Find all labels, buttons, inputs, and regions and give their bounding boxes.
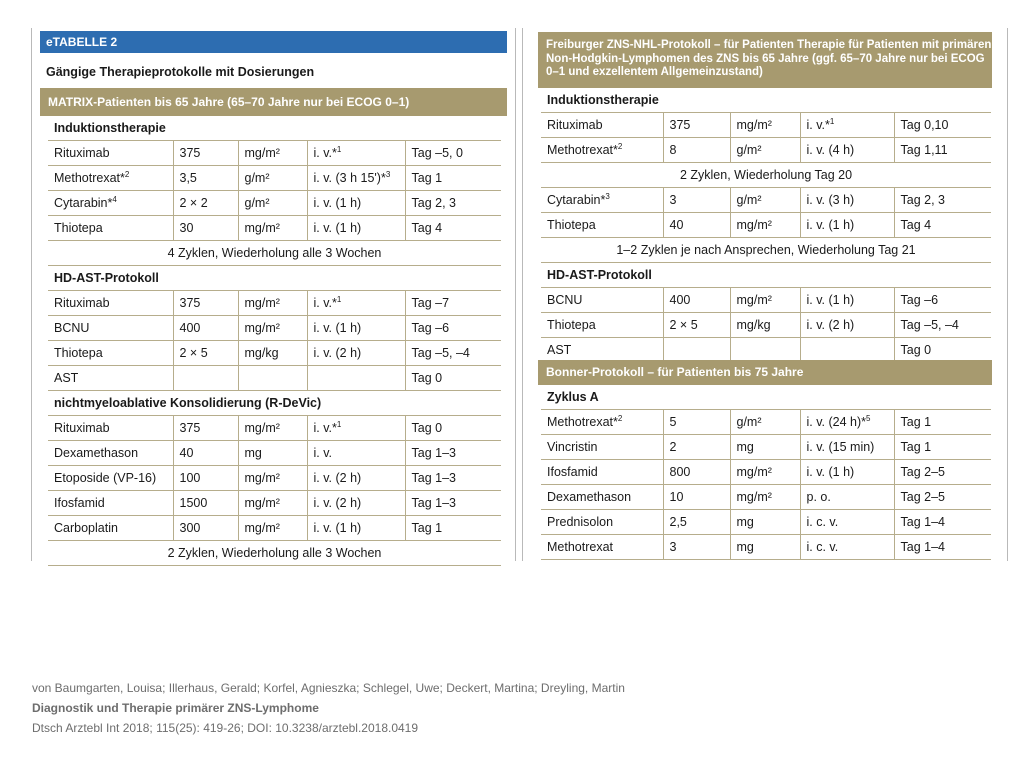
day-cell: Tag 1–3 <box>405 441 501 466</box>
unit-cell: mg/kg <box>730 313 800 338</box>
unit-cell: mg/m² <box>730 113 800 138</box>
route-text: i. v. (3 h) <box>806 193 855 207</box>
section-row <box>48 116 501 141</box>
route-text: i. v. (15 min) <box>806 440 875 454</box>
freiburger-table-body <box>541 88 991 363</box>
dose-cell <box>663 338 730 363</box>
day-cell: Tag –5, –4 <box>405 341 501 366</box>
drug-name: Carboplatin <box>54 521 118 535</box>
drug-name: Cytarabin* <box>547 193 606 208</box>
drug-name: Thiotepa <box>547 218 596 232</box>
unit-cell: g/m² <box>730 188 800 213</box>
route-text: i. v. (1 h) <box>806 465 855 479</box>
day-cell: Tag 0 <box>894 338 991 363</box>
day-cell: Tag –7 <box>405 291 501 316</box>
route-cell <box>800 213 894 238</box>
bonner-table <box>541 385 991 560</box>
drug-name: Rituximab <box>54 421 110 435</box>
dose-cell: 2 × 5 <box>663 313 730 338</box>
drug-cell <box>541 535 663 560</box>
drug-cell <box>48 191 173 216</box>
drug-name: Vincristin <box>547 440 598 454</box>
drug-cell <box>541 188 663 213</box>
route-text: i. v. (1 h) <box>313 196 362 210</box>
drug-cell <box>541 435 663 460</box>
day-cell: Tag 1–4 <box>894 535 991 560</box>
day-cell: Tag 1 <box>894 435 991 460</box>
day-cell: Tag –5, –4 <box>894 313 991 338</box>
footnote-marker: 4 <box>112 195 117 205</box>
route-text: i. c. v. <box>806 540 839 554</box>
dose-cell: 30 <box>173 216 238 241</box>
day-cell: Tag 1–3 <box>405 466 501 491</box>
note-row <box>48 241 501 266</box>
route-text: i. v.* <box>313 296 337 311</box>
drug-cell <box>48 166 173 191</box>
unit-cell: mg/m² <box>238 466 307 491</box>
citation-reference: Dtsch Arztebl Int 2018; 115(25): 419-26; DOI: 10.3238/arztebl.2018.0419 <box>32 721 419 735</box>
table-row <box>48 516 501 541</box>
table-row <box>541 460 991 485</box>
footnote-marker: 3 <box>385 170 391 180</box>
footnote-marker: 1 <box>829 117 835 127</box>
section-heading: Zyklus A <box>541 385 991 410</box>
unit-cell: g/m² <box>730 138 800 163</box>
unit-cell: mg/m² <box>730 288 800 313</box>
route-cell <box>307 316 405 341</box>
section-heading: Induktionstherapie <box>48 116 501 141</box>
table-row <box>541 435 991 460</box>
route-text: i. v. (2 h) <box>313 346 362 360</box>
route-cell <box>307 166 405 191</box>
day-cell: Tag 1,11 <box>894 138 991 163</box>
drug-cell <box>48 216 173 241</box>
unit-cell: mg/m² <box>730 485 800 510</box>
unit-cell: mg/m² <box>238 491 307 516</box>
drug-cell <box>48 441 173 466</box>
dose-cell: 375 <box>173 416 238 441</box>
route-text: i. v. (1 h) <box>806 218 855 232</box>
route-cell <box>800 485 894 510</box>
unit-cell: mg <box>730 435 800 460</box>
dose-cell: 3 <box>663 535 730 560</box>
day-cell: Tag 1 <box>405 516 501 541</box>
cycle-note: 2 Zyklen, Wiederholung Tag 20 <box>541 163 991 188</box>
route-cell <box>800 313 894 338</box>
dose-cell: 300 <box>173 516 238 541</box>
dose-cell: 2,5 <box>663 510 730 535</box>
unit-cell: mg/m² <box>238 141 307 166</box>
table-row <box>48 191 501 216</box>
table-row <box>541 510 991 535</box>
drug-name: Methotrexat* <box>547 143 618 158</box>
drug-cell <box>48 291 173 316</box>
drug-cell <box>48 516 173 541</box>
drug-cell <box>48 491 173 516</box>
freiburger-header-band: Freiburger ZNS-NHL-Protokoll – für Patienten Therapie für Patienten mit primären Non-Hodgkin-Lymphomen des ZNS bis 65 Jahre (ggf. 65–70 Jahre nur bei ECOG 0–1 und exzellentem Allgemeinzustand) <box>538 32 992 88</box>
drug-cell <box>48 141 173 166</box>
dose-cell: 1500 <box>173 491 238 516</box>
section-row <box>48 266 501 291</box>
route-cell <box>800 113 894 138</box>
table-row <box>48 416 501 441</box>
drug-cell <box>541 410 663 435</box>
table-row <box>541 213 991 238</box>
dose-cell: 10 <box>663 485 730 510</box>
cycle-note: 2 Zyklen, Wiederholung alle 3 Wochen <box>48 541 501 566</box>
section-heading: HD-AST-Protokoll <box>541 263 991 288</box>
unit-cell: mg/m² <box>238 316 307 341</box>
route-text: i. v. (1 h) <box>313 221 362 235</box>
day-cell: Tag –6 <box>894 288 991 313</box>
drug-cell <box>48 366 173 391</box>
section-row <box>541 385 991 410</box>
section-row <box>48 391 501 416</box>
day-cell: Tag 2, 3 <box>405 191 501 216</box>
drug-cell <box>48 316 173 341</box>
dose-cell: 3 <box>663 188 730 213</box>
route-text: i. v.* <box>313 146 337 161</box>
day-cell: Tag 4 <box>894 213 991 238</box>
drug-name: Methotrexat <box>547 540 614 554</box>
drug-name: Etoposide (VP-16) <box>54 471 157 485</box>
drug-name: Methotrexat* <box>54 171 125 186</box>
unit-cell <box>238 366 307 391</box>
route-text: p. o. <box>806 490 831 504</box>
dose-cell: 375 <box>663 113 730 138</box>
drug-cell <box>541 138 663 163</box>
unit-cell: mg <box>238 441 307 466</box>
unit-cell: g/m² <box>730 410 800 435</box>
day-cell: Tag 0 <box>405 416 501 441</box>
drug-name: AST <box>54 371 79 385</box>
matrix-table-body <box>48 116 501 566</box>
route-text: i. v. (1 h) <box>313 321 362 335</box>
route-cell <box>800 338 894 363</box>
note-row <box>541 163 991 188</box>
footnote-marker: 1 <box>336 295 342 305</box>
section-row <box>541 88 991 113</box>
dose-cell: 375 <box>173 141 238 166</box>
dose-cell: 800 <box>663 460 730 485</box>
unit-cell: mg/m² <box>238 216 307 241</box>
route-cell <box>800 535 894 560</box>
route-text: i. v.* <box>806 118 830 133</box>
route-text: i. v. (3 h 15')* <box>313 171 386 186</box>
drug-name: Dexamethason <box>547 490 632 504</box>
drug-cell <box>541 288 663 313</box>
unit-cell: g/m² <box>238 166 307 191</box>
route-cell <box>307 216 405 241</box>
drug-name: Thiotepa <box>54 221 103 235</box>
unit-cell: mg/m² <box>238 516 307 541</box>
route-text: i. c. v. <box>806 515 839 529</box>
dose-cell: 2 × 2 <box>173 191 238 216</box>
table-row <box>541 485 991 510</box>
right-table-panel <box>522 28 1008 561</box>
day-cell: Tag 0,10 <box>894 113 991 138</box>
dose-cell: 2 × 5 <box>173 341 238 366</box>
dose-cell: 375 <box>173 291 238 316</box>
drug-name: Methotrexat* <box>547 415 618 430</box>
table-row <box>48 166 501 191</box>
unit-cell: g/m² <box>238 191 307 216</box>
route-cell <box>800 435 894 460</box>
drug-name: Ifosfamid <box>54 496 105 510</box>
cycle-note: 1–2 Zyklen je nach Ansprechen, Wiederholung Tag 21 <box>541 238 991 263</box>
table-row <box>48 316 501 341</box>
table-row <box>541 188 991 213</box>
dose-cell: 5 <box>663 410 730 435</box>
route-text: i. v. (24 h)* <box>806 415 867 430</box>
section-row <box>541 263 991 288</box>
table-row <box>541 288 991 313</box>
drug-name: Rituximab <box>54 296 110 310</box>
footnote-marker: 2 <box>124 170 130 180</box>
route-cell <box>307 441 405 466</box>
table-row <box>48 441 501 466</box>
drug-cell <box>48 416 173 441</box>
unit-cell: mg <box>730 510 800 535</box>
citation-title: Diagnostik und Therapie primärer ZNS-Lymphome <box>32 701 319 715</box>
drug-cell <box>541 460 663 485</box>
drug-cell <box>48 341 173 366</box>
drug-cell <box>541 338 663 363</box>
route-cell <box>800 410 894 435</box>
dose-cell: 40 <box>663 213 730 238</box>
route-text: i. v. <box>313 446 333 460</box>
table-row <box>48 291 501 316</box>
dose-cell: 8 <box>663 138 730 163</box>
route-cell <box>307 491 405 516</box>
unit-cell: mg/m² <box>238 291 307 316</box>
drug-name: Dexamethason <box>54 446 139 460</box>
drug-name: Cytarabin* <box>54 196 113 211</box>
day-cell: Tag 1–3 <box>405 491 501 516</box>
footnote-marker: 2 <box>617 142 623 152</box>
section-heading: Induktionstherapie <box>541 88 991 113</box>
table-row <box>48 491 501 516</box>
drug-name: Rituximab <box>54 146 110 160</box>
citation <box>32 678 625 738</box>
bonner-table-body <box>541 385 991 560</box>
unit-cell: mg/m² <box>730 460 800 485</box>
note-row <box>48 541 501 566</box>
route-cell <box>800 288 894 313</box>
drug-cell <box>48 466 173 491</box>
dose-cell: 100 <box>173 466 238 491</box>
left-table-panel <box>31 28 516 561</box>
unit-cell: mg/m² <box>238 416 307 441</box>
route-text: i. v. (1 h) <box>806 293 855 307</box>
drug-name: Thiotepa <box>54 346 103 360</box>
unit-cell: mg/kg <box>238 341 307 366</box>
day-cell: Tag –5, 0 <box>405 141 501 166</box>
drug-cell <box>541 510 663 535</box>
dose-cell <box>173 366 238 391</box>
table-row <box>541 313 991 338</box>
table-row <box>48 341 501 366</box>
route-cell <box>800 460 894 485</box>
footnote-marker: 1 <box>336 145 342 155</box>
day-cell: Tag 2–5 <box>894 485 991 510</box>
citation-authors: von Baumgarten, Louisa; Illerhaus, Gerald; Korfel, Agnieszka; Schlegel, Uwe; Deckert, Martina; Dreyling, Martin <box>32 681 625 695</box>
drug-name: Thiotepa <box>547 318 596 332</box>
footnote-marker: 3 <box>605 192 610 202</box>
day-cell: Tag 0 <box>405 366 501 391</box>
matrix-table <box>48 116 501 566</box>
route-cell <box>307 516 405 541</box>
route-text: i. v.* <box>313 421 337 436</box>
day-cell: Tag 4 <box>405 216 501 241</box>
route-cell <box>307 366 405 391</box>
unit-cell <box>730 338 800 363</box>
route-text: i. v. (1 h) <box>313 521 362 535</box>
drug-name: Rituximab <box>547 118 603 132</box>
dose-cell: 400 <box>663 288 730 313</box>
day-cell: Tag 2–5 <box>894 460 991 485</box>
day-cell: Tag 1–4 <box>894 510 991 535</box>
day-cell: Tag 1 <box>894 410 991 435</box>
unit-cell: mg <box>730 535 800 560</box>
route-text: i. v. (4 h) <box>806 143 855 157</box>
drug-name: Ifosfamid <box>547 465 598 479</box>
drug-cell <box>541 213 663 238</box>
footnote-marker: 5 <box>866 414 871 424</box>
route-cell <box>307 191 405 216</box>
footnote-marker: 2 <box>617 414 623 424</box>
table-row <box>48 366 501 391</box>
table-row <box>48 216 501 241</box>
drug-cell <box>541 313 663 338</box>
freiburger-table <box>541 88 991 363</box>
table-row <box>541 138 991 163</box>
route-cell <box>307 141 405 166</box>
route-cell <box>307 341 405 366</box>
matrix-header-band: MATRIX-Patienten bis 65 Jahre (65–70 Jahre nur bei ECOG 0–1) <box>40 88 507 116</box>
table-row <box>541 113 991 138</box>
route-cell <box>307 466 405 491</box>
dose-cell: 400 <box>173 316 238 341</box>
route-text: i. v. (2 h) <box>313 496 362 510</box>
note-row <box>541 238 991 263</box>
table-row <box>48 141 501 166</box>
dose-cell: 40 <box>173 441 238 466</box>
day-cell: Tag 2, 3 <box>894 188 991 213</box>
etabelle-label: eTABELLE 2 <box>40 31 507 53</box>
day-cell: Tag 1 <box>405 166 501 191</box>
table-row <box>48 466 501 491</box>
dose-cell: 2 <box>663 435 730 460</box>
route-cell <box>307 291 405 316</box>
drug-name: BCNU <box>54 321 90 335</box>
route-text: i. v. (2 h) <box>806 318 855 332</box>
route-text: i. v. (2 h) <box>313 471 362 485</box>
route-cell <box>800 138 894 163</box>
route-cell <box>800 188 894 213</box>
table-title: Gängige Therapieprotokolle mit Dosierungen <box>46 65 315 79</box>
day-cell: Tag –6 <box>405 316 501 341</box>
drug-name: BCNU <box>547 293 583 307</box>
table-row <box>541 338 991 363</box>
bonner-header-band: Bonner-Protokoll – für Patienten bis 75 Jahre <box>538 360 992 385</box>
unit-cell: mg/m² <box>730 213 800 238</box>
table-row <box>541 535 991 560</box>
cycle-note: 4 Zyklen, Wiederholung alle 3 Wochen <box>48 241 501 266</box>
section-heading: nichtmyeloablative Konsolidierung (R-DeVic) <box>48 391 501 416</box>
drug-name: Prednisolon <box>547 515 614 529</box>
dose-cell: 3,5 <box>173 166 238 191</box>
footnote-marker: 1 <box>336 420 342 430</box>
drug-cell <box>541 485 663 510</box>
drug-cell <box>541 113 663 138</box>
section-heading: HD-AST-Protokoll <box>48 266 501 291</box>
route-cell <box>307 416 405 441</box>
route-cell <box>800 510 894 535</box>
drug-name: AST <box>547 343 572 357</box>
table-row <box>541 410 991 435</box>
